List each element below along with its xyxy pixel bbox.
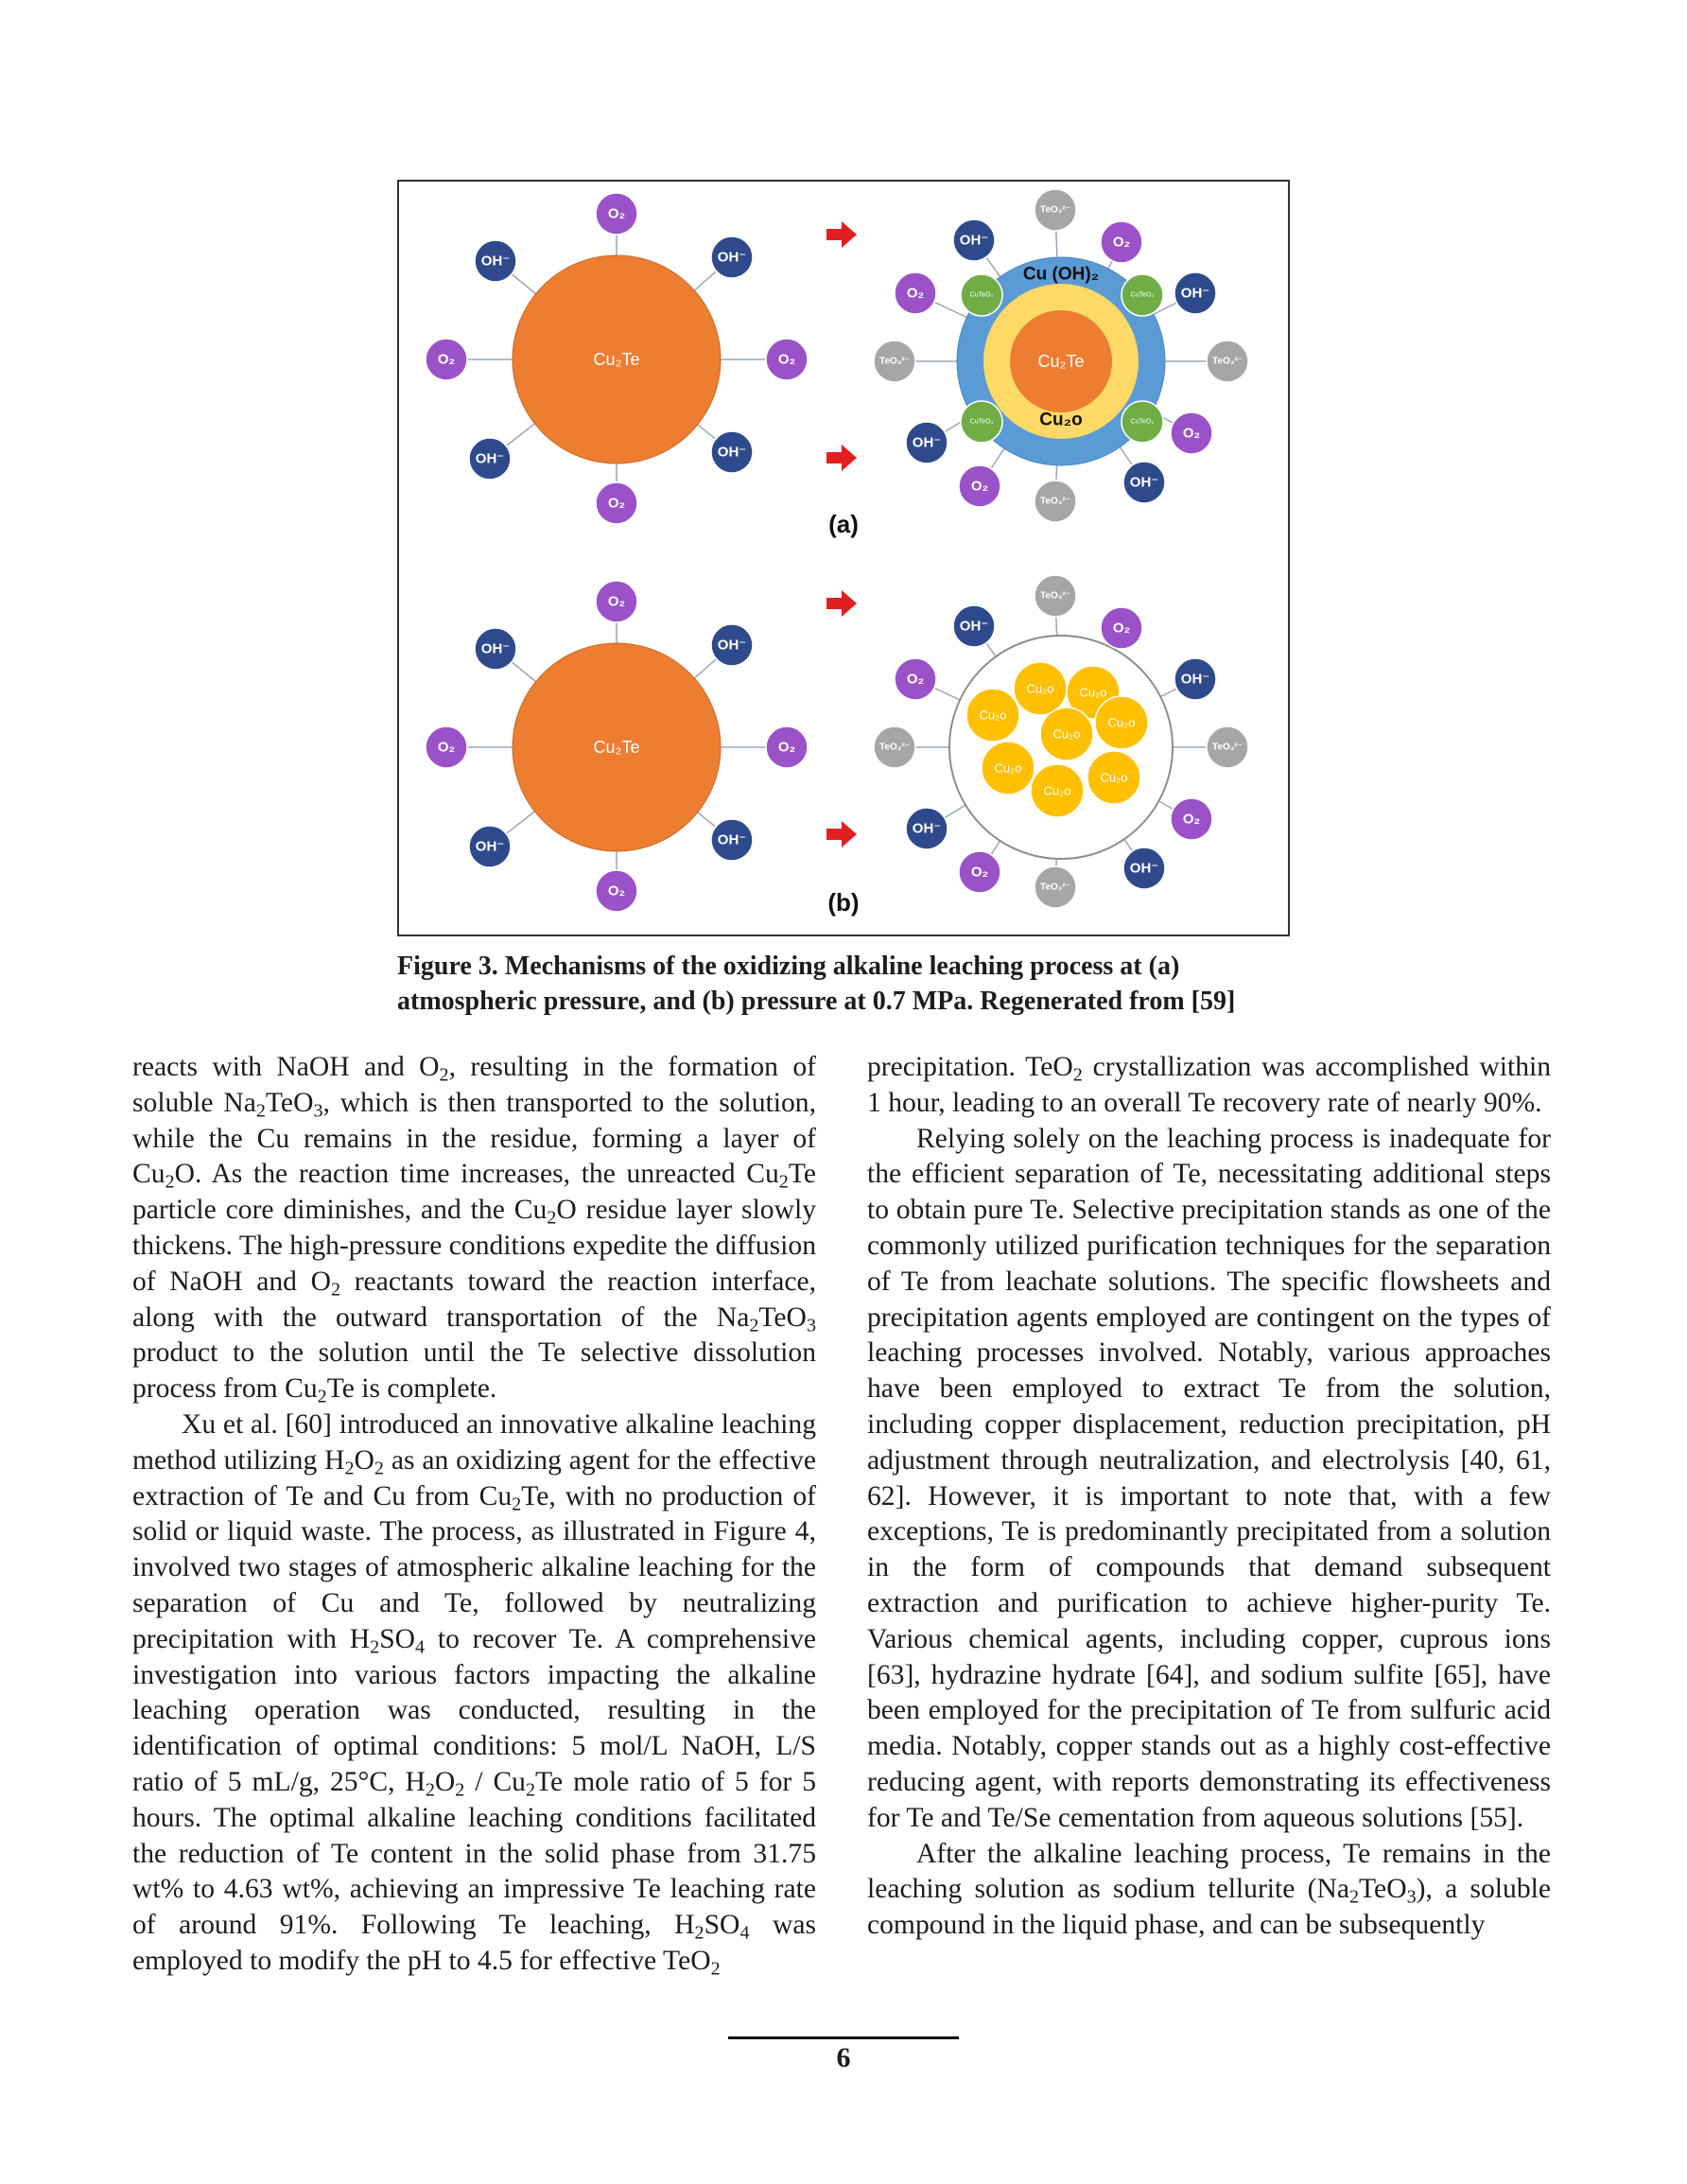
cu2o-particle-label: Cu₂o: [979, 708, 1007, 723]
cu2o-particle-label: Cu₂o: [1100, 770, 1128, 785]
ion-label: O₂: [906, 671, 925, 688]
core-label: Cu₂Te: [593, 738, 640, 757]
ion-label: OH⁻: [717, 249, 747, 266]
ion-label: O₂: [437, 351, 456, 368]
ion-label: O₂: [777, 351, 796, 368]
paragraph: reacts with NaOH and $O_2$, resulting in the formation of soluble $Na_2TeO_3$, which is then transported to the solution, while the Cu remains in the residue, forming a layer of $Cu_2O$. As the reaction time increases, the unreacted $Cu_2Te$ particle core diminishes, and the $Cu_2O$ residue layer slowly thickens. The high-pressure conditions expedite the diffusion of NaOH and $O_2$ reactants toward the reaction interface, along with the outward transportation of the $Na_2TeO_3$ product to the solution until the Te selective dissolution process from $Cu_2Te$ is complete.: [132, 1052, 817, 1407]
reaction-arrow: [826, 590, 857, 617]
ion-label: O₂: [607, 882, 626, 900]
ion-label: OH⁻: [959, 618, 989, 635]
cu2o-particle-label: Cu₂o: [1043, 783, 1071, 798]
right-column: [867, 1050, 1551, 1944]
page-number: 6: [836, 2042, 851, 2073]
cu2o-particle-label: Cu₂o: [1079, 685, 1107, 700]
ion-label: OH⁻: [717, 831, 747, 848]
paragraph: precipitation. TeO$_2$ crystallization was accomplished within 1 hour, leading to an overall Te recovery rate of nearly 90%.: [867, 1052, 1552, 1118]
ion-label: OH⁻: [1129, 474, 1159, 491]
oxide-layer-label: Cu₂o: [1039, 410, 1083, 430]
ion-label: OH⁻: [475, 450, 505, 467]
ion-label: TeO₃²⁻: [1040, 204, 1070, 216]
ion-label: O₂: [970, 478, 989, 495]
caption-line-1: Figure 3. Mechanisms of the oxidizing alkaline leaching process at (a): [397, 952, 1180, 981]
ion-label: O₂: [777, 739, 796, 756]
ion-label: OH⁻: [1129, 860, 1159, 877]
figure-3: [397, 180, 1290, 936]
ion-label: OH⁻: [717, 637, 747, 654]
ion-label: TeO₃²⁻: [1212, 742, 1243, 753]
ion-label: OH⁻: [912, 820, 942, 837]
ion-label: O₂: [437, 739, 456, 756]
core-label: Cu₂Te: [593, 350, 640, 369]
left-column: [132, 1050, 816, 1980]
cu2o-particle-label: Cu₂o: [1107, 715, 1136, 730]
ion-label: O₂: [607, 495, 626, 512]
ion-label: O₂: [1182, 425, 1201, 442]
ion-label: O₂: [607, 205, 626, 222]
ion-label: TeO₃²⁻: [1040, 882, 1070, 893]
panel-b-label: (b): [827, 888, 860, 917]
ion-label: O₂: [1112, 234, 1131, 251]
cuteo3-label: CuTeO₃: [1130, 418, 1155, 426]
ion-label: OH⁻: [1180, 285, 1210, 302]
ion-label: O₂: [906, 285, 925, 302]
reaction-arrow: [826, 221, 857, 248]
cuteo3-label: CuTeO₃: [969, 291, 994, 299]
paragraph: Relying solely on the leaching process is inadequate for the efficient separation of Te, necessitating additional steps to obtain pure Te. Selective precipitation stands as one of the commonly utilized purification techniques for the separation of Te from leachate solutions. The specific flowsheets and precipitation agents employed are contingent on the types of leaching processes involved. Notably, various approaches have been employed to extract Te from the solution, including copper displacement, reduction precipitation, pH adjustment through neutralization, and electrolysis [40, 61, 62]. However, it is important to note that, with a few exceptions, Te is predominantly precipitated from a solution in the form of compounds that demand subsequent extraction and purification to achieve higher-purity Te. Various chemical agents, including copper, cuprous ions [63], hydrazine hydrate [64], and sodium sulfite [65], have been employed for the precipitation of Te from sulfuric acid media. Notably, copper stands out as a highly cost-effective reducing agent, with reports demonstrating its effectiveness for Te and Te/Se cementation from aqueous solutions [55].: [867, 1123, 1551, 1833]
core-label: Cu₂Te: [1037, 352, 1085, 371]
ion-label: TeO₃²⁻: [879, 356, 910, 367]
reaction-arrow: [826, 445, 857, 471]
paragraph: Xu et al. [60] introduced an innovative alkaline leaching method utilizing $H_2O_2$ as an oxidizing agent for the effective extraction of Te and Cu from $Cu_2Te$, with no production of solid or liquid waste. The process, as illustrated in Figure 4, involved two stages of atmospheric alkaline leaching for the separation of Cu and Te, followed by neutralizing precipitation with $H_2SO_4$ to recover Te. A comprehensive investigation into various factors impacting the alkaline leaching operation was conducted, resulting in the identification of optimal conditions: 5 mol/L NaOH, L/S ratio of 5 mL/g, 25°C, $H_2O_2 / Cu_2Te$ mole ratio of 5 for 5 hours. The optimal alkaline leaching conditions facilitated the reduction of Te content in the solid phase from 31.75 wt% to 4.63 wt%, achieving an impressive Te leaching rate of around 91%. Following Te leaching, $H_2SO_4$ was employed to modify the pH to 4.5 for effective TeO$_2$: [132, 1408, 816, 1980]
ion-label: O₂: [970, 864, 989, 881]
mechanism-diagram: [399, 182, 1288, 935]
ion-label: TeO₃²⁻: [879, 742, 910, 753]
ion-label: OH⁻: [959, 232, 989, 249]
caption-line-2: atmospheric pressure, and (b) pressure at 0.7 MPa. Regenerated from [59]: [397, 987, 1236, 1016]
ion-label: O₂: [1182, 811, 1201, 828]
ion-label: OH⁻: [1180, 671, 1210, 688]
ion-label: TeO₃²⁻: [1040, 496, 1070, 507]
ion-label: TeO₃²⁻: [1212, 356, 1243, 367]
figure-caption: [397, 949, 1290, 1019]
ion-label: O₂: [607, 593, 626, 610]
reaction-arrow: [826, 821, 857, 847]
hydroxide-layer-label: Cu (OH)₂: [1022, 264, 1100, 285]
cuteo3-label: CuTeO₃: [969, 418, 994, 426]
ion-label: TeO₃²⁻: [1040, 590, 1070, 602]
cuteo3-label: CuTeO₃: [1130, 291, 1155, 299]
cu2o-particle-label: Cu₂o: [1052, 726, 1081, 742]
ion-label: OH⁻: [912, 434, 942, 451]
ion-label: O₂: [1112, 620, 1131, 637]
ion-label: OH⁻: [475, 838, 505, 855]
cu2o-particle-label: Cu₂o: [1026, 681, 1054, 696]
ion-label: OH⁻: [480, 253, 511, 270]
paragraph: After the alkaline leaching process, Te remains in the leaching solution as sodium tellurite $(Na_2TeO_3)$, a soluble compound in the liquid phase, and can be subsequently: [867, 1838, 1551, 1941]
ion-label: OH⁻: [480, 640, 511, 657]
ion-label: OH⁻: [717, 444, 747, 461]
panel-a-label: (a): [828, 510, 859, 538]
cu2o-particle-label: Cu₂o: [994, 760, 1022, 776]
